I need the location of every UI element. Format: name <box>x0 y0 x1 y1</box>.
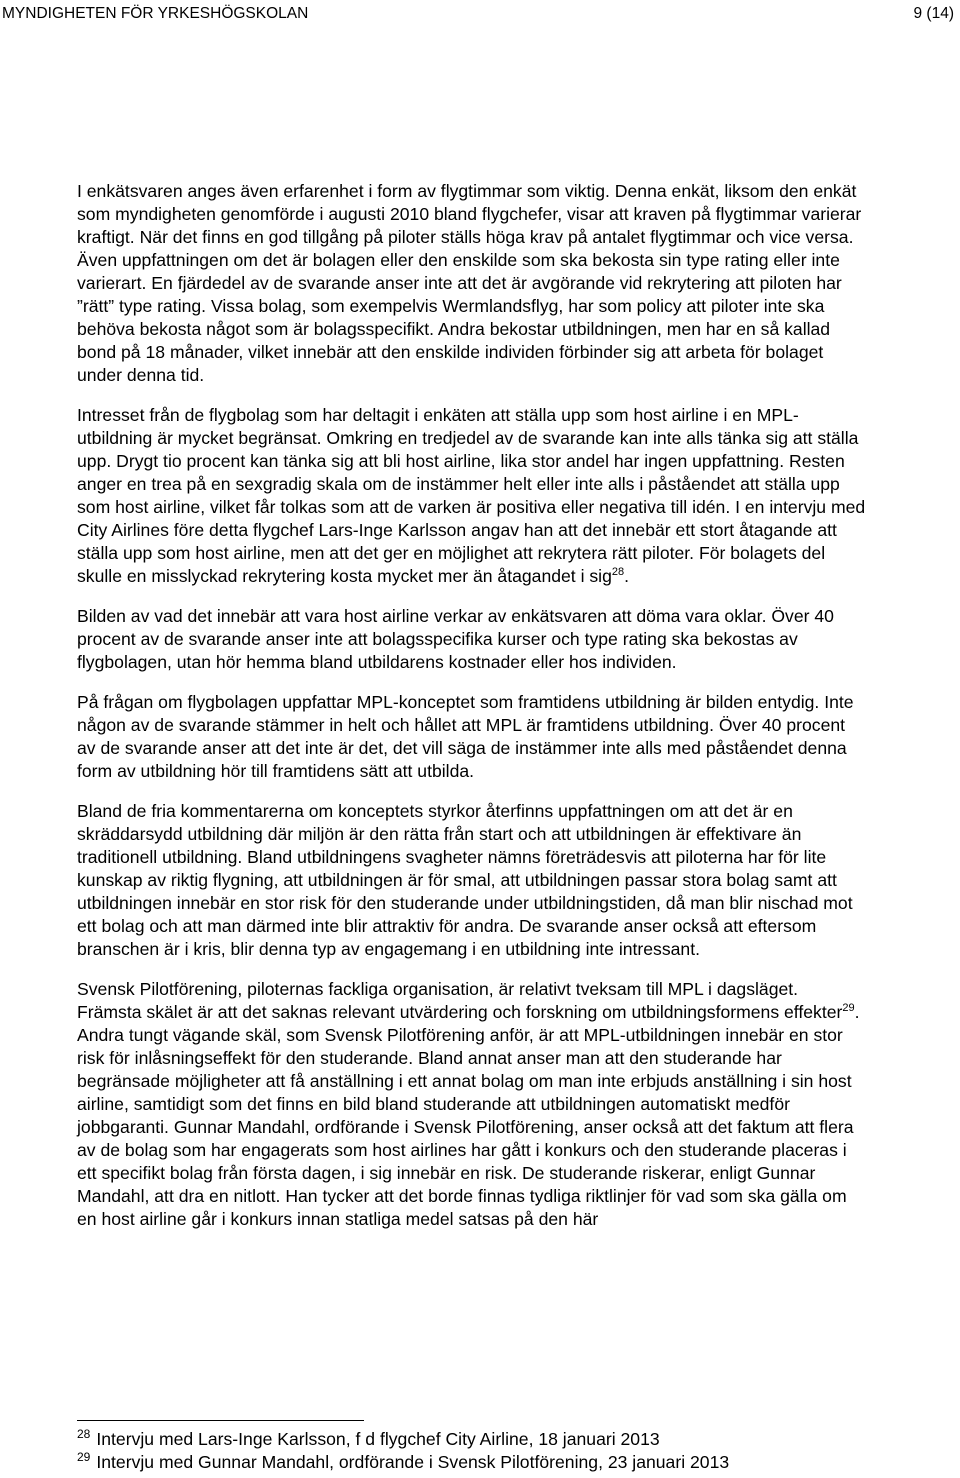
paragraph-text-end: . Andra tungt vägande skäl, som Svensk Pilotförening anför, är att MPL-utbildningen innebär en stor risk för inlåsningseffekt för den studerande. Bland annat anser man att den studerande har begränsade möjligheter att få anställning i ett annat bolag om man inte erbjuds anställning i sin host airline, samtidigt som det finns en bild bland studerande att utbildningen automatiskt medför jobbgaranti. Gunnar Mandahl, ordförande i Svensk Pilotförening, anser också att det faktum att flera av de bolag som har engagerats som host airlines har gått i konkurs och den studerande placeras i ett specifikt bolag från första dagen, i sig innebär en risk. De studerande riskerar, enligt Gunnar Mandahl, att dra en nitlott. Han tycker att det borde finnas tydliga riktlinjer för vad som ska gälla om en host airline går i konkurs innan statliga medel satsas på den här <box>77 1002 860 1229</box>
paragraph-text-end: . <box>624 566 630 586</box>
paragraph-text: Bilden av vad det innebär att vara host airline verkar av enkätsvaren att döma vara oklar. Över 40 procent av de svarande anser inte att bolagsspecifika kurser och type rating ska bekostas av flygbolagen, utan hör hemma bland utbildarens kostnader eller hos individen. <box>77 606 834 672</box>
paragraph-comments <box>77 800 867 961</box>
paragraph-text: I enkätsvaren anges även erfarenhet i form av flygtimmar som viktig. Denna enkät, liksom den enkät som myndigheten genomförde i augusti 2010 bland flygchefer, visar att kraven på flygtimmar varierar kraftigt. När det finns en god tillgång på piloter ställs höga krav på antalet flygtimmar och vice versa. Även uppfattningen om det är bolagen eller den enskilde som ska bekosta sin type rating eller inte varierart. En fjärdedel av de svarande anser inte att det är avgörande vid rekrytering att piloten har ”rätt” type rating. Vissa bolag, som exempelvis Wermlandsflyg, har som policy att piloter inte ska behöva bekosta något som är bolagsspecifikt. Andra bekostar utbildningen, men har en så kallad bond på 18 månader, vilket innebär att den enskilde individen förbinder sig att arbeta för bolaget under denna tid. <box>77 181 862 385</box>
footnote-28 <box>77 1428 937 1451</box>
footnote-29 <box>77 1451 937 1474</box>
paragraph-host-airline-interest <box>77 404 867 588</box>
paragraph-text: Intresset från de flygbolag som har deltagit i enkäten att ställa upp som host airline i en MPL-utbildning är mycket begränsat. Omkring en tredjedel av de svarande kan inte alls tänka sig att ställa upp. Drygt tio procent kan tänka sig att bli host airline, lika stor andel har ingen uppfattning. Resten anger en trea på en sexgradig skala om de instämmer helt eller inte alls i påståendet att ställa upp som host airline, vilket får tolkas som att de varken är positiva eller negativa till idén. I en intervju med City Airlines före detta flygchef Lars-Inge Karlsson angav han att det innebär ett stort åtagande att ställa upp som host airline, men att det ger en möjlighet att rekrytera rätt piloter. För bolagets del skulle en misslyckad rekrytering kosta mycket mer än åtagandet i sig <box>77 405 866 586</box>
footnotes <box>77 1428 937 1474</box>
paragraph-pilot-association <box>77 978 867 1231</box>
footnote-number: 29 <box>77 1450 91 1465</box>
paragraph-host-airline-unclear <box>77 605 867 674</box>
footnote-reference-29[interactable]: 29 <box>842 1002 855 1015</box>
page-header <box>2 4 954 24</box>
paragraph-mpl-future <box>77 691 867 783</box>
paragraph-text: Bland de fria kommentarerna om konceptets styrkor återfinns uppfattningen om att det är en skräddarsydd utbildning där miljön är den rätta från start och att utbildningen är effektivare än traditionell utbildning. Bland utbildningens svagheter nämns företrädesvis att piloterna har för lite kunskap av riktig flygning, att utbildningen är för smal, att utbildningen passar stora bolag samt att utbildningen innebär en stor risk för den studerande under utbildningstiden, då man blir nischad mot ett bolag och att man därmed inte blir attraktiv för andra. De svarande anser också att eftersom branschen är i kris, blir denna typ av engagemang i en utbildning inte intressant. <box>77 801 853 959</box>
paragraph-text: På frågan om flygbolagen uppfattar MPL-konceptet som framtidens utbildning är bilden entydig. Inte någon av de svarande stämmer in helt och hållet att MPL är framtidens utbildning. Över 40 procent av de svarande anser att det inte är det, det vill säga de instämmer inte alls med påståendet denna form av utbildning hör till framtidens sätt att utbilda. <box>77 692 854 781</box>
page-number: 9 (14) <box>913 5 954 22</box>
footnote-separator <box>77 1420 364 1421</box>
footnote-text: Intervju med Gunnar Mandahl, ordförande i Svensk Pilotförening, 23 januari 2013 <box>96 1452 730 1472</box>
paragraph-flight-hours <box>77 180 867 387</box>
paragraph-text: Svensk Pilotförening, piloternas fackliga organisation, är relativt tveksam till MPL i dagsläget. Främsta skälet är att det saknas relevant utvärdering och forskning om utbildningsformens effekter <box>77 979 843 1022</box>
footnote-text: Intervju med Lars-Inge Karlsson, f d flygchef City Airline, 18 januari 2013 <box>96 1429 660 1449</box>
document-body <box>77 180 867 1248</box>
footnote-reference-28[interactable]: 28 <box>611 566 625 579</box>
footnote-number: 28 <box>77 1427 91 1442</box>
document-header-title: MYNDIGHETEN FÖR YRKESHÖGSKOLAN <box>2 5 309 22</box>
